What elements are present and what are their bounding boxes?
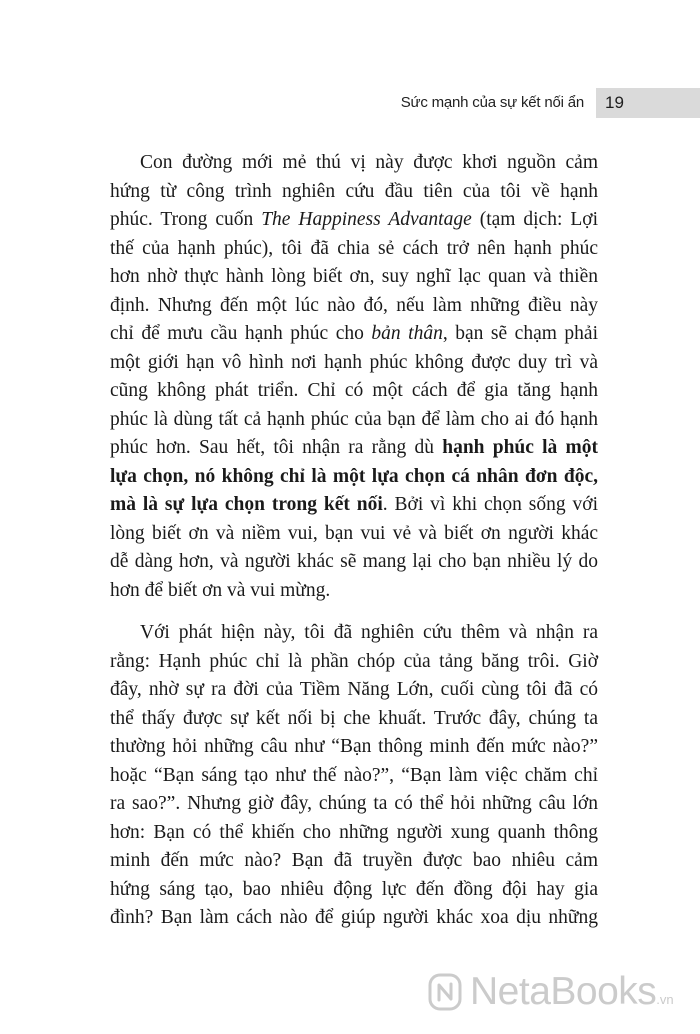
page-body bbox=[110, 149, 598, 933]
text-line: hứng sáng tạo, bao nhiêu động lực đến đồng đội hay gia bbox=[110, 878, 598, 900]
text-line: một giới hạn vô hình nơi hạnh phúc không được duy trì và bbox=[110, 351, 598, 373]
text-line: lòng biết ơn và niềm vui, bạn vui vẻ và biết ơn người khác bbox=[110, 522, 598, 544]
text-segment: phúc. Trong cuốn bbox=[110, 209, 262, 230]
watermark bbox=[428, 968, 696, 1018]
emphasis-bold: lựa chọn, nó không chỉ là một lựa chọn cá nhân đơn độc, bbox=[110, 465, 598, 487]
emphasis-bold: mà là sự lựa chọn trong kết nối bbox=[110, 494, 383, 515]
text-segment: phúc hơn. Sau hết, tôi nhận ra rằng dù bbox=[110, 437, 443, 458]
text-line: đây, nhờ sự ra đời của Tiềm Năng Lớn, cuối cùng tôi đã có bbox=[110, 679, 598, 700]
running-title: Sức mạnh của sự kết nối ẩn bbox=[400, 94, 584, 111]
text-line: Với phát hiện này, tôi đã nghiên cứu thêm và nhận ra bbox=[140, 622, 598, 643]
text-line bbox=[110, 320, 598, 349]
text-segment: . Bởi vì khi chọn sống với bbox=[382, 494, 598, 515]
text-line: Con đường mới mẻ thú vị này được khơi nguồn cảm bbox=[140, 152, 598, 173]
text-line bbox=[110, 434, 598, 463]
text-line: đình? Bạn làm cách nào để giúp người khác xoa dịu những bbox=[110, 907, 598, 928]
text-line bbox=[110, 491, 598, 520]
watermark-domain-suffix: .vn bbox=[656, 992, 674, 1007]
emphasis-bold: hạnh phúc là một bbox=[442, 437, 598, 458]
text-line: hơn để biết ơn và vui mừng. bbox=[110, 579, 331, 601]
text-line bbox=[110, 463, 598, 492]
watermark-brand bbox=[470, 971, 674, 1021]
book-title-italic: The Happiness Advantage bbox=[261, 209, 472, 230]
text-line: dễ dàng hơn, và người khác sẽ mang lại cho bạn nhiều lý do bbox=[110, 551, 598, 572]
text-segment: chỉ để mưu cầu hạnh phúc cho bbox=[110, 323, 372, 344]
text-line: minh đến mức nào? Bạn đã truyền được bao nhiêu cảm bbox=[110, 850, 598, 871]
page-number-tab bbox=[596, 88, 700, 118]
text-line bbox=[110, 206, 598, 235]
text-line: rằng: Hạnh phúc chỉ là phần chóp của tảng băng trôi. Giờ bbox=[110, 650, 598, 672]
text-line: hơn nhờ thực hành lòng biết ơn, suy nghĩ lạc quan và thiền bbox=[110, 266, 598, 287]
netabooks-logo-icon bbox=[428, 973, 462, 1011]
page-number: 19 bbox=[605, 93, 624, 112]
text-line: hứng từ công trình nghiên cứu đầu tiên của tôi về hạnh bbox=[110, 180, 598, 202]
text-segment: (tạm dịch: Lợi bbox=[471, 209, 598, 230]
text-line: thường hỏi những câu như “Bạn thông minh đến mức nào?” bbox=[110, 736, 598, 757]
emphasis-italic: bản thân bbox=[371, 323, 443, 344]
paragraph bbox=[110, 619, 598, 933]
text-line: hơn: Bạn có thể khiến cho những người xung quanh thông bbox=[110, 821, 598, 843]
text-line: ra sao?”. Nhưng giờ đây, chúng ta có thể hỏi những câu lớn bbox=[110, 793, 598, 814]
paragraph bbox=[110, 149, 598, 605]
text-line: thể thấy được sự kết nối bị che khuất. Trước đây, chúng ta bbox=[110, 707, 598, 729]
text-line: định. Nhưng đến một lúc nào đó, nếu làm những điều này bbox=[110, 294, 598, 316]
text-line: thế của hạnh phúc), tôi đã chia sẻ cách trở nên hạnh phúc bbox=[110, 237, 598, 259]
text-line: cũng không phát triển. Chỉ có một cách để gia tăng hạnh bbox=[110, 380, 598, 401]
text-segment: , bạn sẽ chạm phải bbox=[442, 323, 599, 344]
text-line: phúc là dùng tất cả hạnh phúc của bạn để làm cho ai đó hạnh bbox=[110, 408, 598, 430]
watermark-brand-name: NetaBooks bbox=[470, 970, 657, 1013]
text-line: hoặc “Bạn sáng tạo như thế nào?”, “Bạn làm việc chăm chỉ bbox=[110, 764, 598, 786]
